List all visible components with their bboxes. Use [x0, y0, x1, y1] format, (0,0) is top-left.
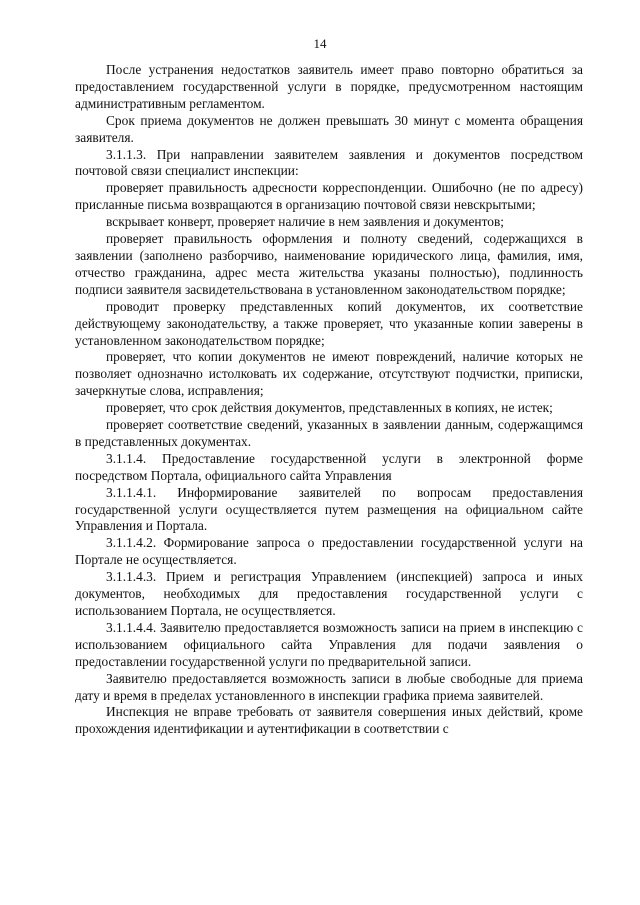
- body-text: [75, 62, 583, 738]
- paragraph-open-envelope: вскрывает конверт, проверяет наличие в нем заявления и документов;: [106, 214, 505, 230]
- paragraph-section-3-1-1-4: 3.1.1.4. Предоставление государственной услуги в электронной форме посредством Портала, официального сайта Управления: [75, 450, 583, 483]
- paragraph-check-consistency: проверяет соответствие сведений, указанных в заявлении данным, содержащимся в представленных документах.: [75, 417, 583, 449]
- paragraph-intake-time-limit: Срок приема документов не должен превышать 30 минут с момента обращения заявителя.: [75, 112, 583, 145]
- paragraph-check-damage: проверяет, что копии документов не имеют повреждений, наличие которых не позволяет однозначно истолковать их содержание, отсутствуют подчистки, приписки, зачеркнутые слова, исправления;: [75, 349, 583, 399]
- paragraph-section-3-1-1-4-2: 3.1.1.4.2. Формирование запроса о предоставлении государственной услуги на Портале не осуществляется.: [75, 535, 583, 568]
- paragraph-check-application: проверяет правильность оформления и полноту сведений, содержащихся в заявлении (заполнено разборчиво, наименование юридического лица, фамилия, имя, отчество гражданина, адрес места жительства указаны полностью), подлинность подписи заявителя засвидетельствована в установленном законодательством порядке;: [75, 231, 583, 297]
- paragraph-section-3-1-1-3: 3.1.1.3. При направлении заявителем заявления и документов посредством почтовой связи специалист инспекции:: [75, 146, 583, 179]
- paragraph-retry-after-fix: После устранения недостатков заявитель имеет право повторно обратиться за предоставлением государственной услуги в порядке, предусмотренном настоящим административным регламентом.: [75, 62, 583, 111]
- page-number: 14: [313, 36, 327, 51]
- paragraph-no-extra-actions: Инспекция не вправе требовать от заявителя совершения иных действий, кроме прохождения идентификации и аутентификации в соответствии с: [75, 704, 583, 737]
- paragraph-section-3-1-1-4-3: 3.1.1.4.3. Прием и регистрация Управлением (инспекцией) запроса и иных документов, необходимых для предоставления государственной услуги с использованием Портала, не осуществляется.: [75, 569, 583, 618]
- paragraph-check-copies: проводит проверку представленных копий документов, их соответствие действующему законодательству, а также проверяет, что указанные копии заверены в установленном законодательством порядке;: [75, 298, 583, 348]
- paragraph-check-addressing: проверяет правильность адресности корреспонденции. Ошибочно (не по адресу) присланные письма возвращаются в организацию почтовой связи невскрытыми;: [75, 180, 583, 213]
- paragraph-check-validity: проверяет, что срок действия документов, представленных в копиях, не истек;: [106, 400, 553, 416]
- paragraph-section-3-1-1-4-4: 3.1.1.4.4. Заявителю предоставляется возможность записи на прием в инспекцию с использованием официального сайта Управления для подачи заявления о предоставлении государственной услуги по предварительной записи.: [75, 619, 583, 669]
- paragraph-appointment-slots: Заявителю предоставляется возможность записи в любые свободные для приема дату и время в пределах установленного в инспекции графика приема заявителей.: [75, 670, 583, 703]
- paragraph-section-3-1-1-4-1: 3.1.1.4.1. Информирование заявителей по вопросам предоставления государственной услуги осуществляется путем размещения на официальном сайте Управления и Портала.: [75, 484, 583, 534]
